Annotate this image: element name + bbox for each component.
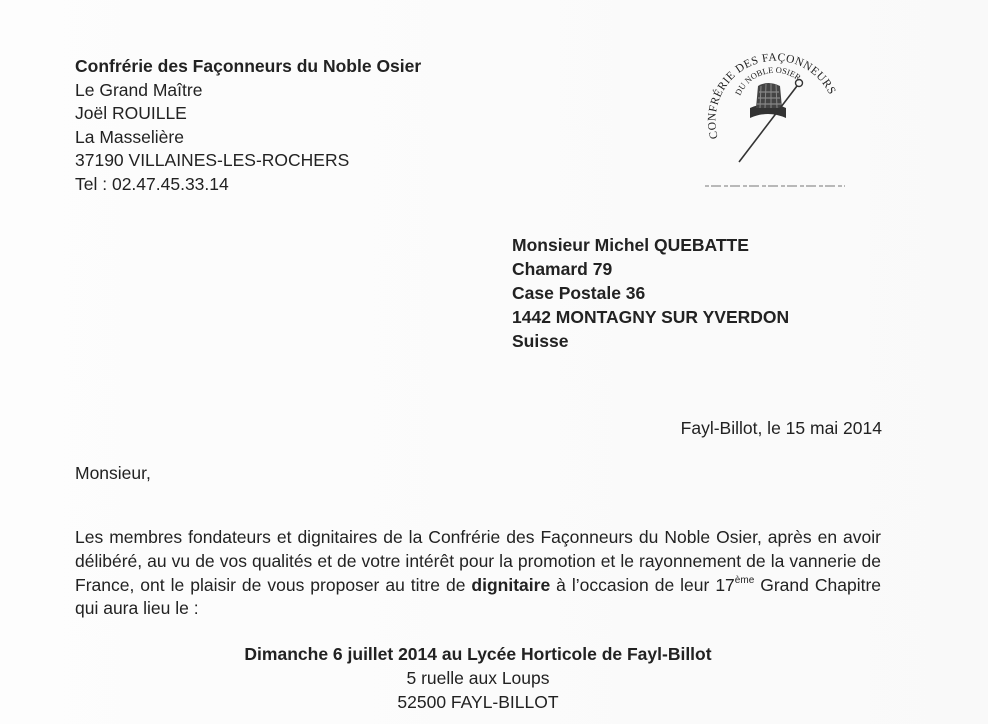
recipient-address <box>512 233 789 353</box>
sender-postal-city: 37190 VILLAINES-LES-ROCHERS <box>75 150 350 170</box>
sender-locality: La Masselière <box>75 126 184 147</box>
wicker-hat-and-cane-icon <box>739 80 803 163</box>
sender-organization: Confrérie des Façonneurs du Noble Osier <box>75 56 422 76</box>
event-details <box>75 642 881 714</box>
event-postal-city: 52500 FAYL-BILLOT <box>397 692 559 712</box>
body-bold-dignitaire: dignitaire <box>471 574 551 595</box>
logo-inner-text: DU NOBLE OSIER <box>732 64 803 97</box>
place-and-date: Fayl-Billot, le 15 mai 2014 <box>680 418 882 438</box>
confrerie-logo-seal <box>700 38 850 198</box>
body-text-part1: Les membres fondateurs et dignitaires de la Confrérie des Façonneurs du Noble Osier, après en avoir délibéré, au vu de vos qualités et de votre intérêt pour la promotion et le rayonnement de la vannerie de France, ont le plaisir de vous proposer au titre de <box>75 527 881 595</box>
recipient-country: Suisse <box>512 331 569 351</box>
recipient-po-box: Case Postale 36 <box>512 283 646 303</box>
letter-body <box>75 526 881 621</box>
logo-outer-text: CONFRÉRIE DES FAÇONNEURS <box>706 51 838 141</box>
sender-phone: Tel : 02.47.45.33.14 <box>75 173 229 194</box>
recipient-name: Monsieur Michel QUEBATTE <box>512 235 749 255</box>
body-text-part3: Grand Chapitre qui aura lieu le : <box>75 574 881 619</box>
body-text-part2: à l’occasion de leur 17 <box>550 574 735 595</box>
body-paragraph <box>75 526 881 621</box>
salutation: Monsieur, <box>75 463 151 483</box>
body-superscript: ème <box>734 574 755 586</box>
recipient-postal-city: 1442 MONTAGNY SUR YVERDON <box>512 307 790 327</box>
sender-address <box>75 55 421 196</box>
recipient-street: Chamard 79 <box>512 259 613 279</box>
sender-title: Le Grand Maître <box>75 79 203 100</box>
event-street: 5 ruelle aux Loups <box>406 668 550 688</box>
sender-name: Joël ROUILLE <box>75 103 187 123</box>
event-date-venue: Dimanche 6 juillet 2014 au Lycée Horticole de Fayl-Billot <box>244 644 712 664</box>
